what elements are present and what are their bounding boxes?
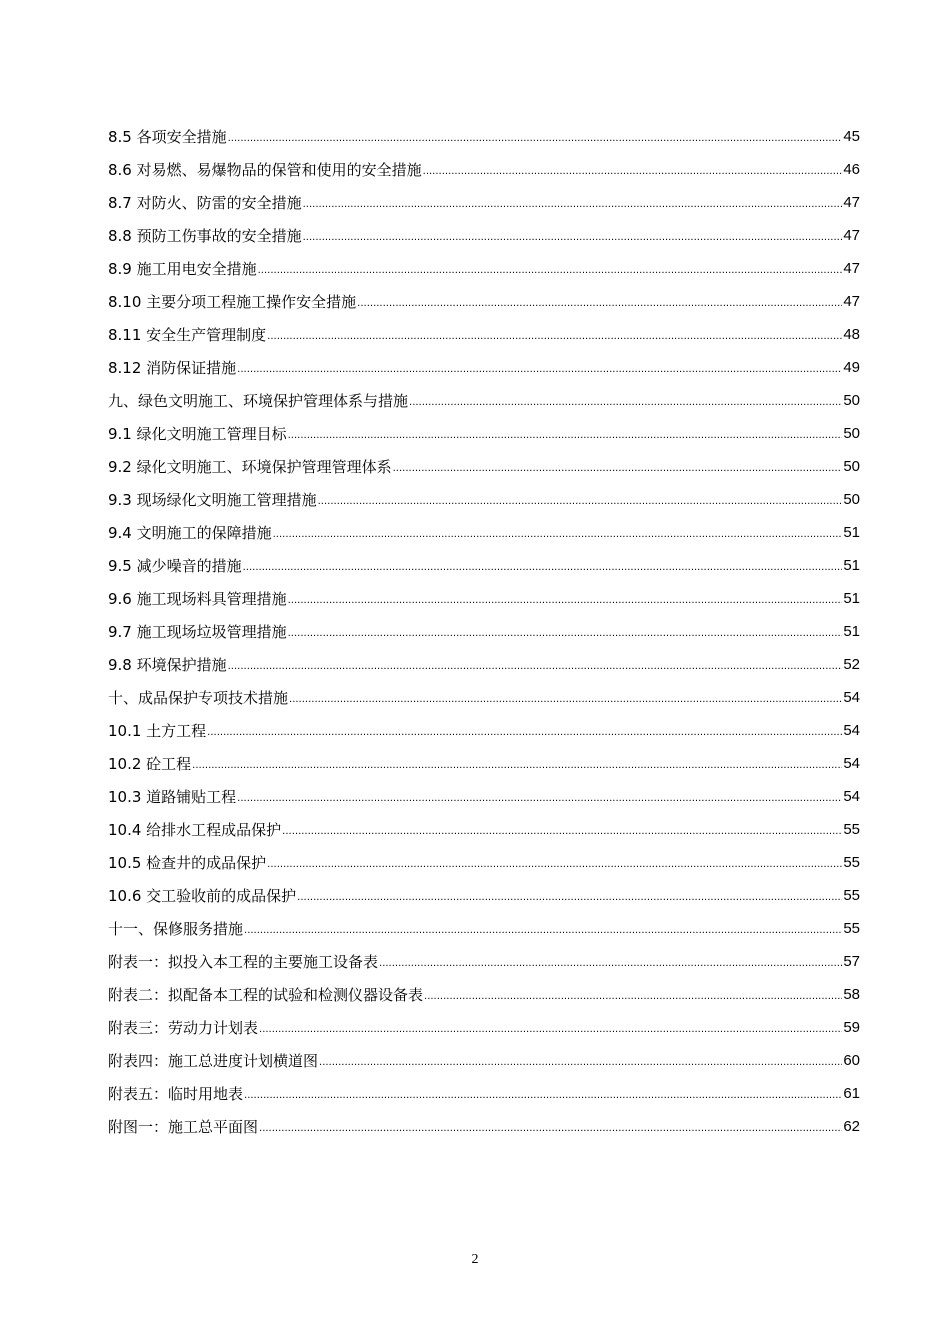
toc-entry-page: 49 [843,359,860,376]
toc-entry[interactable] [108,148,860,181]
toc-entry-title: 附表二：拟配备本工程的试验和检测仪器设备表 [108,986,424,1004]
toc-entry-title: 附表三：劳动力计划表 [108,1019,259,1037]
toc-entry-page: 47 [843,293,860,310]
toc-dot-leader [423,163,843,181]
toc-entry-title: 8.7 对防火、防雷的安全措施 [108,194,302,212]
toc-entry-title: 10.4 给排水工程成品保护 [108,821,282,839]
toc-entry[interactable] [108,907,860,940]
toc-entry[interactable] [108,247,860,280]
toc-entry-page: 51 [843,590,860,607]
toc-dot-leader [244,1087,842,1105]
toc-entry-title: 九、绿色文明施工、环境保护管理体系与措施 [108,392,409,410]
toc-entry-title: 8.8 预防工伤事故的安全措施 [108,227,302,245]
toc-entry-page: 50 [843,392,860,409]
toc-entry-page: 55 [843,887,860,904]
toc-entry[interactable] [108,610,860,643]
toc-dot-leader [259,1021,842,1039]
toc-entry-title: 8.11 安全生产管理制度 [108,326,267,344]
toc-entry-page: 51 [843,623,860,640]
toc-dot-leader [243,559,843,577]
toc-entry-page: 47 [843,260,860,277]
toc-entry-page: 59 [843,1019,860,1036]
toc-entry-page: 61 [843,1085,860,1102]
toc-entry-title: 10.6 交工验收前的成品保护 [108,887,297,905]
toc-entry-title: 9.2 绿化文明施工、环境保护管理管理体系 [108,458,392,476]
toc-entry[interactable] [108,643,860,676]
toc-entry-page: 54 [843,722,860,739]
toc-entry[interactable] [108,445,860,478]
toc-entry-page: 62 [843,1118,860,1135]
toc-dot-leader [228,658,843,676]
toc-entry[interactable] [108,379,860,412]
toc-entry-title: 8.10 主要分项工程施工操作安全措施 [108,293,357,311]
toc-entry-title: 10.1 土方工程 [108,722,207,740]
toc-entry-page: 50 [843,491,860,508]
toc-entry[interactable] [108,346,860,379]
table-of-contents [108,115,860,1138]
toc-entry[interactable] [108,478,860,511]
toc-entry-title: 10.5 检查井的成品保护 [108,854,267,872]
toc-dot-leader [258,262,843,280]
toc-dot-leader [288,625,843,643]
toc-entry[interactable] [108,412,860,445]
toc-entry[interactable] [108,973,860,1006]
toc-dot-leader [259,1120,842,1138]
toc-dot-leader [357,295,842,313]
toc-entry[interactable] [108,1039,860,1072]
toc-entry[interactable] [108,841,860,874]
toc-entry[interactable] [108,115,860,148]
toc-dot-leader [297,889,842,907]
toc-entry[interactable] [108,940,860,973]
page-number: 2 [471,1252,479,1267]
toc-entry[interactable] [108,874,860,907]
toc-entry-title: 8.5 各项安全措施 [108,128,227,146]
toc-dot-leader [288,427,843,445]
toc-entry-title: 附表一：拟投入本工程的主要施工设备表 [108,953,379,971]
toc-dot-leader [237,790,842,808]
toc-entry-title: 附表五：临时用地表 [108,1085,244,1103]
toc-dot-leader [237,361,842,379]
toc-entry-page: 54 [843,755,860,772]
toc-entry-title: 10.2 砼工程 [108,755,192,773]
toc-entry-title: 9.1 绿化文明施工管理目标 [108,425,287,443]
toc-entry-page: 55 [843,920,860,937]
toc-dot-leader [409,394,842,412]
toc-entry-page: 55 [843,821,860,838]
toc-entry[interactable] [108,775,860,808]
toc-entry[interactable] [108,709,860,742]
toc-entry-page: 48 [843,326,860,343]
toc-entry-page: 54 [843,689,860,706]
toc-entry-title: 8.6 对易燃、易爆物品的保管和使用的安全措施 [108,161,422,179]
toc-entry-title: 9.6 施工现场料具管理措施 [108,590,287,608]
toc-dot-leader [267,856,842,874]
toc-entry-title: 8.9 施工用电安全措施 [108,260,257,278]
toc-entry-page: 50 [843,425,860,442]
toc-entry-page: 50 [843,458,860,475]
toc-entry-page: 54 [843,788,860,805]
toc-entry-page: 51 [843,557,860,574]
toc-entry-page: 47 [843,227,860,244]
toc-dot-leader [393,460,843,478]
toc-entry-page: 55 [843,854,860,871]
toc-dot-leader [228,130,843,148]
toc-entry-page: 47 [843,194,860,211]
toc-dot-leader [303,229,843,247]
toc-entry-page: 51 [843,524,860,541]
toc-dot-leader [282,823,842,841]
toc-entry-page: 58 [843,986,860,1003]
toc-entry-title: 8.12 消防保证措施 [108,359,237,377]
toc-entry[interactable] [108,1072,860,1105]
toc-dot-leader [288,592,843,610]
toc-entry[interactable] [108,742,860,775]
toc-dot-leader [207,724,842,742]
toc-dot-leader [303,196,843,214]
toc-entry[interactable] [108,577,860,610]
toc-entry-title: 十、成品保护专项技术措施 [108,689,289,707]
toc-dot-leader [379,955,842,973]
toc-entry[interactable] [108,676,860,709]
toc-entry-title: 9.7 施工现场垃圾管理措施 [108,623,287,641]
toc-dot-leader [273,526,843,544]
toc-entry[interactable] [108,181,860,214]
toc-dot-leader [319,1054,842,1072]
toc-entry[interactable] [108,1006,860,1039]
toc-entry-page: 46 [843,161,860,178]
toc-entry-title: 9.4 文明施工的保障措施 [108,524,272,542]
toc-entry-title: 9.3 现场绿化文明施工管理措施 [108,491,317,509]
toc-entry[interactable] [108,808,860,841]
toc-entry[interactable] [108,214,860,247]
toc-entry-page: 52 [843,656,860,673]
toc-entry-page: 45 [843,128,860,145]
toc-entry[interactable] [108,511,860,544]
toc-dot-leader [267,328,842,346]
toc-entry-page: 57 [843,953,860,970]
toc-entry-title: 附表四：施工总进度计划横道图 [108,1052,319,1070]
toc-dot-leader [289,691,842,709]
toc-dot-leader [318,493,843,511]
toc-entry[interactable] [108,313,860,346]
toc-entry[interactable] [108,280,860,313]
toc-entry-title: 十一、保修服务措施 [108,920,244,938]
toc-entry-title: 10.3 道路铺贴工程 [108,788,237,806]
toc-entry[interactable] [108,544,860,577]
toc-dot-leader [244,922,842,940]
toc-dot-leader [192,757,842,775]
toc-entry[interactable] [108,1105,860,1138]
toc-dot-leader [424,988,842,1006]
toc-entry-page: 60 [843,1052,860,1069]
toc-entry-title: 附图一：施工总平面图 [108,1118,259,1136]
toc-entry-title: 9.8 环境保护措施 [108,656,227,674]
toc-entry-title: 9.5 减少噪音的措施 [108,557,242,575]
